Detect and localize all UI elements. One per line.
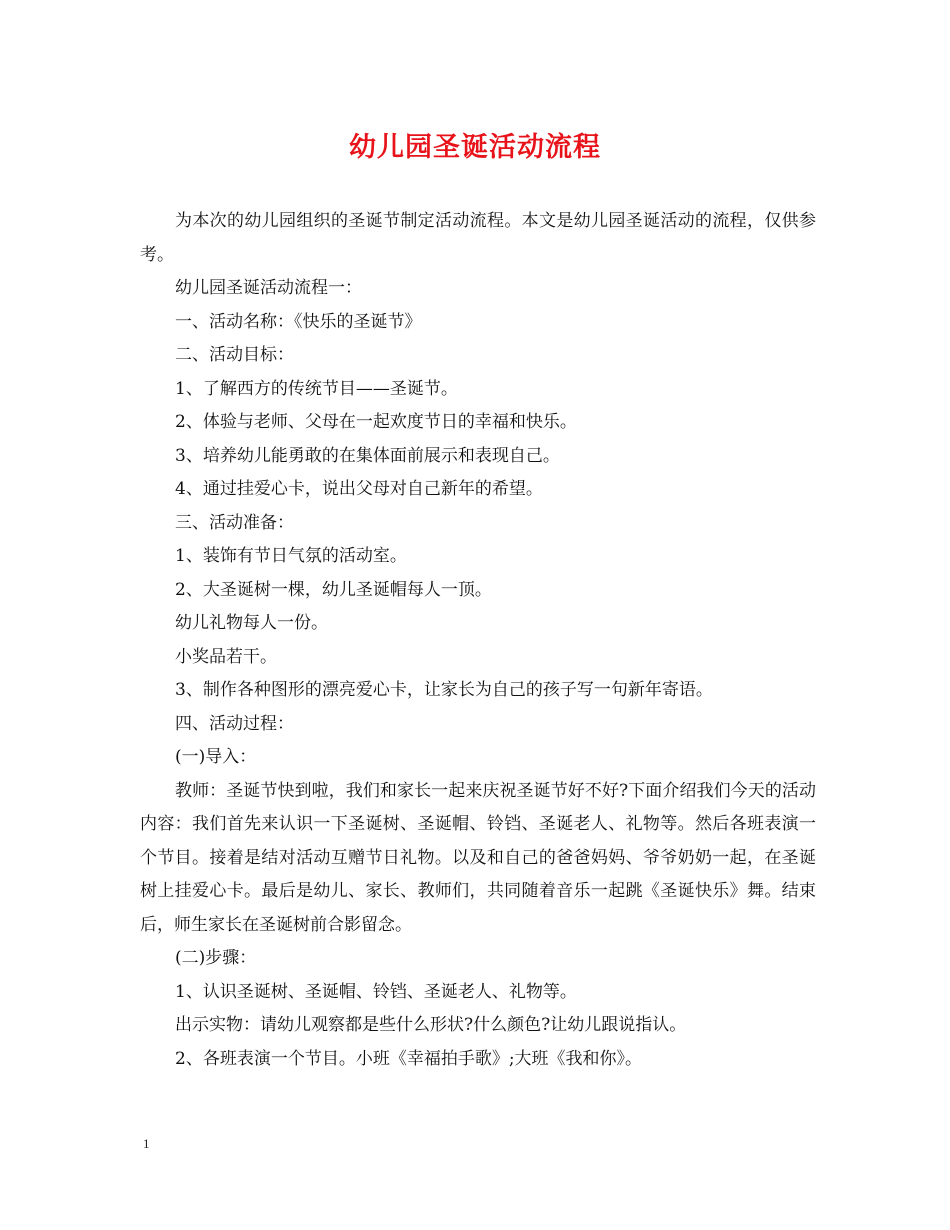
- paragraph: 2、各班表演一个节目。小班《幸福拍手歌》;大班《我和你》。: [175, 1048, 643, 1069]
- page-number: 1: [143, 1136, 150, 1151]
- paragraph: 4、通过挂爱心卡，说出父母对自己新年的希望。: [175, 479, 543, 499]
- paragraph: 四、活动过程：: [175, 713, 294, 734]
- paragraph: 幼儿礼物每人一份。: [175, 613, 328, 633]
- paragraph: 2、大圣诞树一棵，幼儿圣诞帽每人一顶。: [175, 579, 492, 600]
- paragraph: 小奖品若干。: [175, 646, 277, 667]
- paragraph: 1、装饰有节日气氛的活动室。: [175, 546, 407, 566]
- paragraph: 1、了解西方的传统节目——圣诞节。: [175, 378, 458, 399]
- paragraph: 为本次的幼儿园组织的圣诞节制定活动流程。本文是幼儿园圣诞活动的流程，仅供参考。: [140, 211, 816, 265]
- paragraph: 2、体验与老师、父母在一起欢度节日的幸福和快乐。: [175, 412, 577, 432]
- paragraph: 三、活动准备：: [175, 512, 294, 533]
- paragraph: 一、活动名称：《快乐的圣诞节》: [175, 311, 422, 332]
- paragraph: 二、活动目标：: [175, 345, 294, 365]
- paragraph: 3、制作各种图形的漂亮爱心卡，让家长为自己的孩子写一句新年寄语。: [175, 680, 713, 700]
- paragraph: (一)导入：: [175, 747, 257, 767]
- document-body: [140, 205, 816, 1076]
- document-title: 幼儿园圣诞活动流程: [349, 132, 601, 163]
- paragraph: 出示实物：请幼儿观察都是些什么形状?什么颜色?让幼儿跟说指认。: [175, 1015, 687, 1035]
- paragraph: 教师：圣诞节快到啦，我们和家长一起来庆祝圣诞节好不好?下面介绍我们今天的活动内容：我们首先来认识一下圣诞树、圣诞帽、铃铛、圣诞老人、礼物等。然后各班表演一个节目。接着是结对活动互赠节日礼物。以及和自己的爸爸妈妈、爷爷奶奶一起，在圣诞树上挂爱心卡。最后是幼儿、家长、教师们，共同随着音乐一起跳《圣诞快乐》舞。结束后，师生家长在圣诞树前合影留念。: [140, 780, 816, 935]
- paragraph: (二)步骤：: [175, 948, 257, 968]
- paragraph: 幼儿园圣诞活动流程一：: [175, 278, 362, 298]
- paragraph: 1、认识圣诞树、圣诞帽、铃铛、圣诞老人、礼物等。: [175, 981, 577, 1002]
- paragraph: 3、培养幼儿能勇敢的在集体面前展示和表现自己。: [175, 445, 560, 466]
